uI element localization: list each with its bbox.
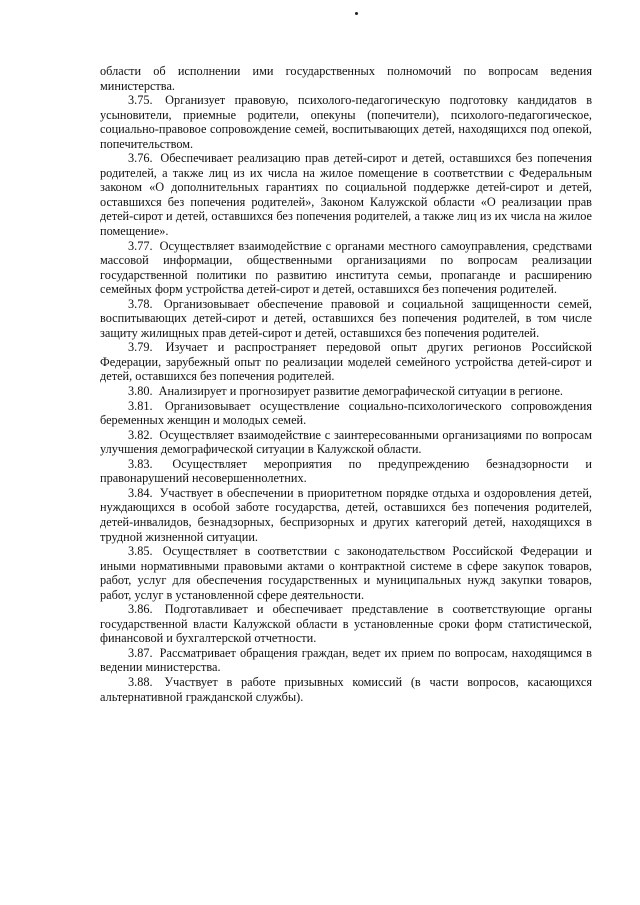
paragraph-text: Организовывает осуществление социально-психологического сопровождения беременных женщин и молодых семей. xyxy=(100,398,592,428)
paragraph-number: 3.82. xyxy=(128,427,153,442)
paragraph-number: 3.87. xyxy=(128,645,153,660)
paragraph-3-76 xyxy=(100,151,592,238)
paragraph-number: 3.76. xyxy=(128,151,153,166)
paragraph-text: Осуществляет взаимодействие с органами местного самоуправления, средствами массовой информации, общественными организациями по вопросам реализации государственной политики по развитию института семьи, пропаганде и расширению семейных форм устройства детей-сирот и детей, оставшихся без попечения родителей. xyxy=(100,238,593,297)
paragraph-3-87 xyxy=(100,646,592,675)
paragraph-text: Участвует в работе призывных комиссий (в части вопросов, касающихся альтернативной гражданской службы). xyxy=(100,674,592,704)
paragraph-text: Осуществляет мероприятия по предупреждению безнадзорности и правонарушений несовершеннолетних. xyxy=(100,456,593,486)
document-body xyxy=(100,64,592,704)
paragraph-number: 3.84. xyxy=(128,485,153,500)
paragraph-text: Осуществляет взаимодействие с заинтересованными организациями по вопросам улучшения демографической ситуации в Калужской области. xyxy=(100,427,592,457)
paragraph-3-82 xyxy=(100,428,592,457)
paragraph-3-85 xyxy=(100,544,592,602)
paragraph-number: 3.78. xyxy=(128,296,153,311)
paragraph-number: 3.80. xyxy=(128,384,153,399)
paragraph-text: Рассматривает обращения граждан, ведет их прием по вопросам, находящимся в ведении министерства. xyxy=(100,645,592,675)
paragraph-number: 3.75. xyxy=(128,93,153,108)
paragraph-number: 3.85. xyxy=(128,544,153,559)
paragraph-3-83 xyxy=(100,457,592,486)
paragraph-continuation xyxy=(100,64,592,93)
page-mark xyxy=(355,12,358,15)
paragraph-text: Подготавливает и обеспечивает представление в соответствующие органы государственной власти Калужской области в установленные сроки форм статистической, финансовой и бухгалтерской отчетности. xyxy=(100,602,593,646)
paragraph-number: 3.86. xyxy=(128,602,153,617)
paragraph-number: 3.77. xyxy=(128,238,153,253)
paragraph-text: Организует правовую, психолого-педагогическую подготовку кандидатов в усыновители, приемные родители, опекуны (попечители), психолого-педагогическое, социально-правовое сопровождение семей, воспитывающих детей, находящихся под опекой, попечительством. xyxy=(100,93,593,151)
paragraph-text: Участвует в обеспечении в приоритетном порядке отдыха и оздоровления детей, нуждающихся в особой заботе государства, детей, оставшихся без попечения родителей, детей-инвалидов, безнадзорных, беспризорных и других категорий детей, находящихся в трудной жизненной ситуации. xyxy=(100,485,592,544)
paragraph-3-77 xyxy=(100,239,592,297)
paragraph-number: 3.88. xyxy=(128,674,153,689)
paragraph-3-80 xyxy=(100,384,592,399)
paragraph-text: Обеспечивает реализацию прав детей-сирот и детей, оставшихся без попечения родителей, а также лиц из их числа на жилое помещение в соответствии с Федеральным законом «О дополнительных гарантиях по социальной поддержке детей-сирот и детей, оставшихся без попечения родителей», Законом Калужской области «О реализации прав детей-сирот и детей, оставшихся без попечения родителей, а также лиц из их числа на жилое помещение». xyxy=(100,151,592,239)
paragraph-text: области об исполнении ими государственных полномочий по вопросам ведения министерства. xyxy=(100,64,592,93)
paragraph-3-81 xyxy=(100,399,592,428)
paragraph-number: 3.79. xyxy=(128,340,153,355)
paragraph-3-86 xyxy=(100,602,592,646)
paragraph-3-84 xyxy=(100,486,592,544)
paragraph-text: Изучает и распространяет передовой опыт других регионов Российской Федерации, зарубежный опыт по реализации моделей семейного устройства детей-сирот и детей, оставшихся без попечения родителей. xyxy=(100,340,592,384)
paragraph-3-88 xyxy=(100,675,592,704)
paragraph-3-75 xyxy=(100,93,592,151)
paragraph-3-78 xyxy=(100,297,592,341)
paragraph-number: 3.83. xyxy=(128,456,153,471)
paragraph-3-79 xyxy=(100,340,592,384)
paragraph-text: Организовывает обеспечение правовой и социальной защищенности семей, воспитывающих детей-сирот и детей, оставшихся без попечения родителей, в том числе защиту жилищных прав детей-сирот и детей, оставшихся без попечения родителей. xyxy=(100,296,593,340)
paragraph-text: Анализирует и прогнозирует развитие демографической ситуации в регионе. xyxy=(158,384,563,399)
paragraph-number: 3.81. xyxy=(128,398,153,413)
paragraph-text: Осуществляет в соответствии с законодательством Российской Федерации и иными нормативными правовыми актами о контрактной системе в сфере закупок товаров, работ, услуг для обеспечения государственных и муниципальных нужд закупки товаров, работ, услуг в установленной сфере деятельности. xyxy=(100,544,592,602)
